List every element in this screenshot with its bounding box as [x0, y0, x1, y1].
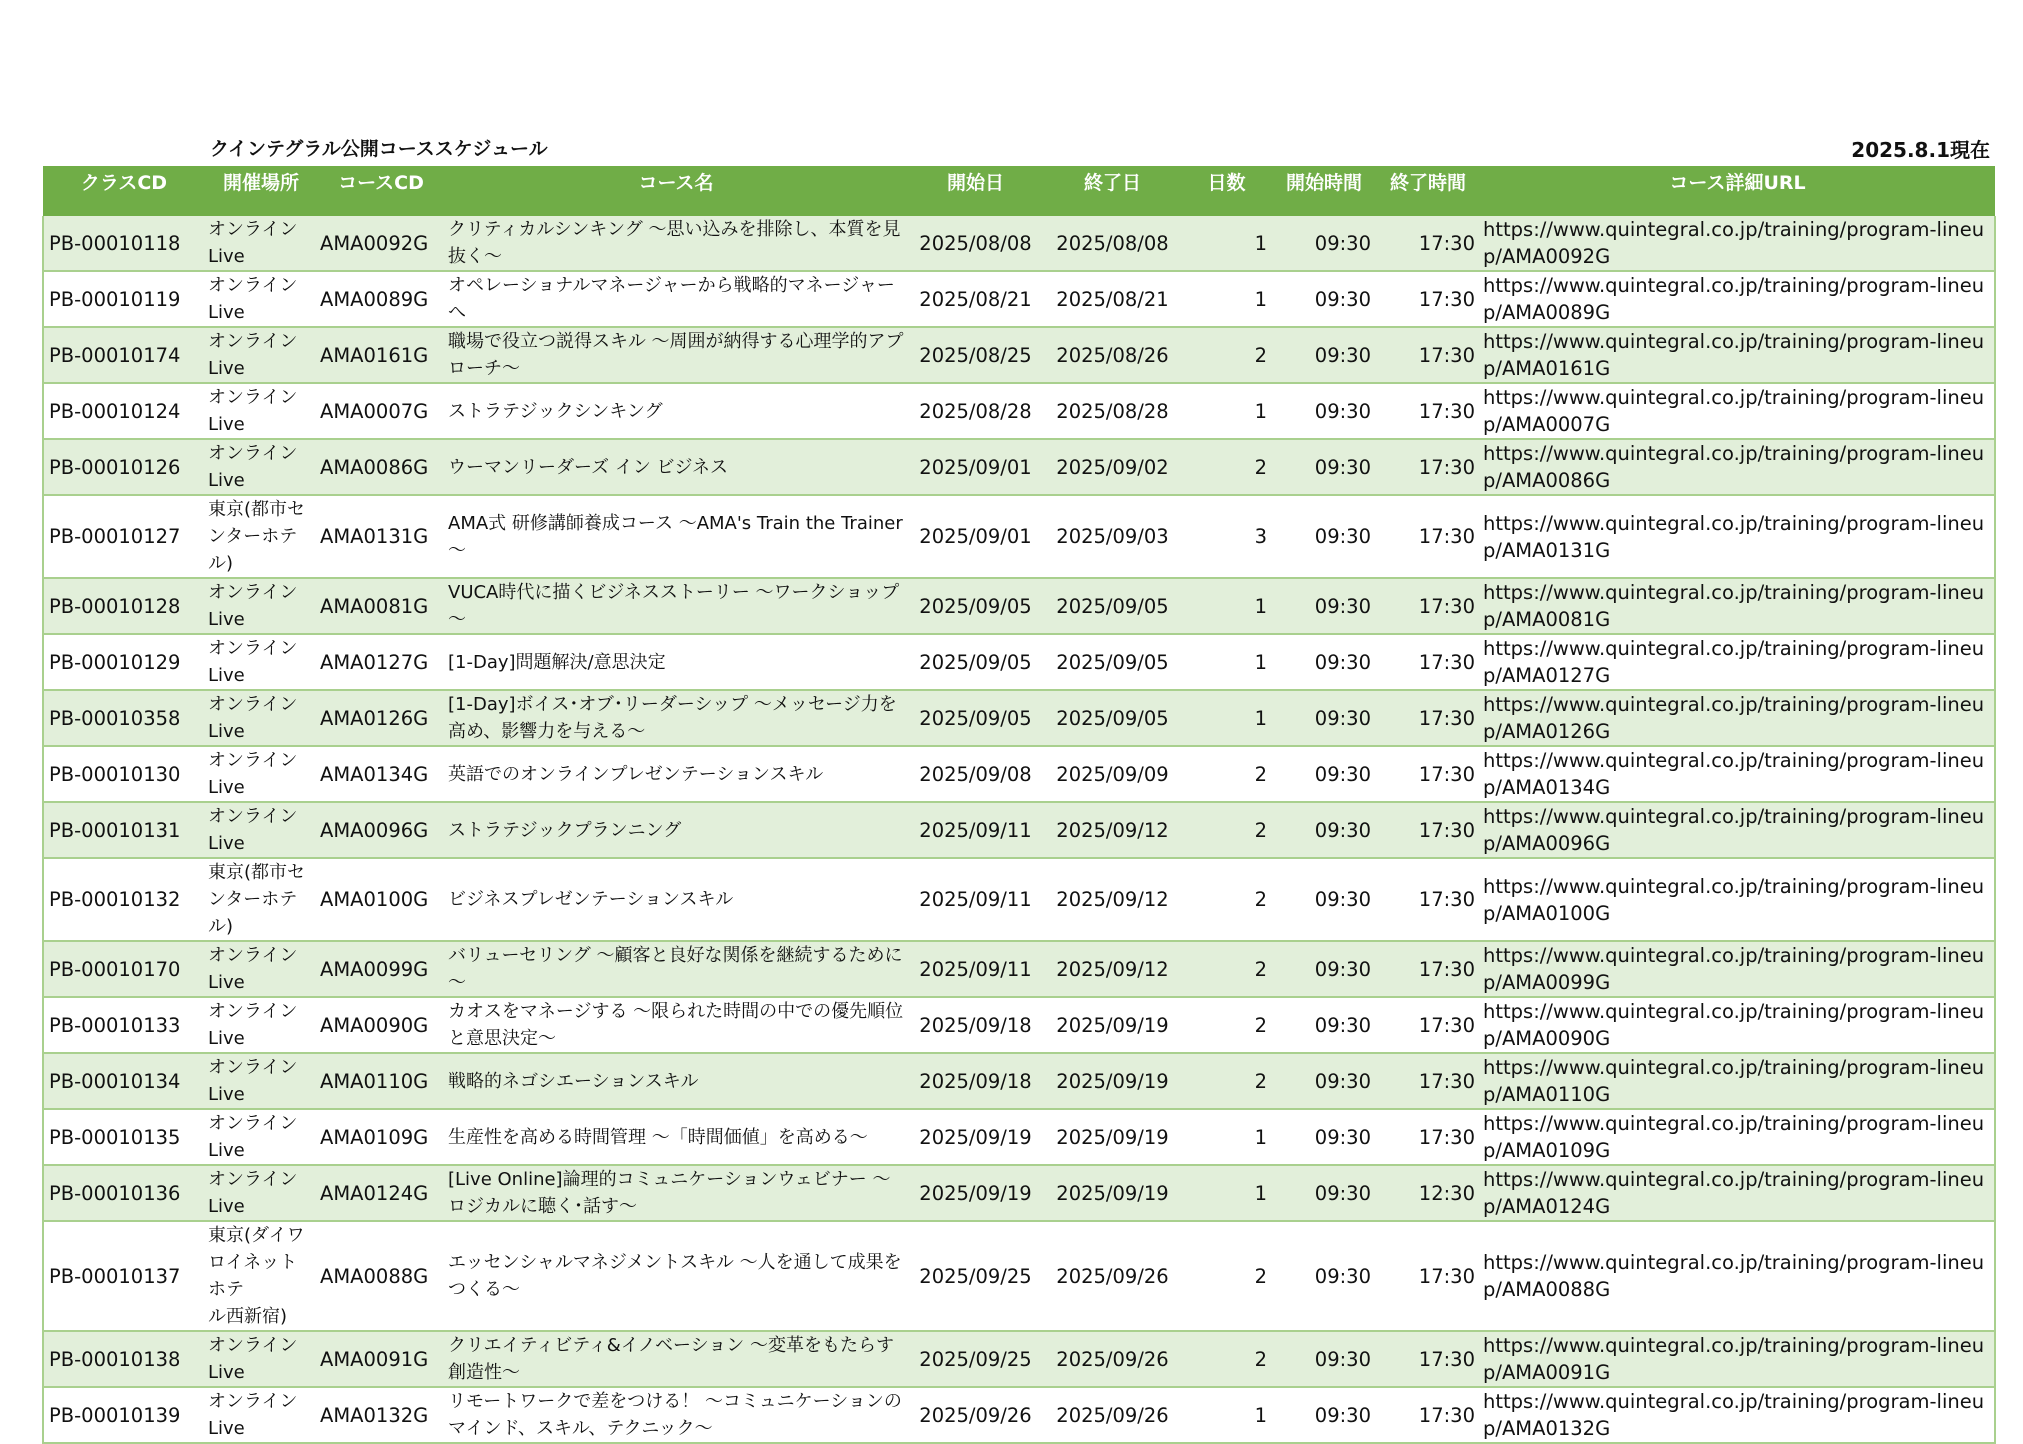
class-cd-cell: PB-00010126: [43, 439, 205, 495]
class-cd-cell: PB-00010170: [43, 941, 205, 997]
end-time-cell: 17:30: [1376, 1221, 1480, 1331]
end-date-cell: 2025/09/19: [1044, 997, 1181, 1053]
course-schedule-table: [42, 166, 1996, 1444]
course-name-cell: バリューセリング ～顧客と良好な関係を継続するために～: [445, 941, 907, 997]
course-cd-cell: AMA0089G: [317, 271, 445, 327]
end-time-cell: 17:30: [1376, 941, 1480, 997]
start-time-cell: 09:30: [1272, 271, 1376, 327]
table-row: [43, 1387, 1995, 1443]
start-time-cell: 09:30: [1272, 1387, 1376, 1443]
table-row: [43, 746, 1995, 802]
start-date-cell: 2025/09/19: [907, 1109, 1044, 1165]
end-date-cell: 2025/09/03: [1044, 495, 1181, 578]
start-date-cell: 2025/09/05: [907, 634, 1044, 690]
venue-cell: オンライン Live: [205, 1387, 317, 1443]
start-date-cell: 2025/09/19: [907, 1165, 1044, 1221]
start-time-cell: 09:30: [1272, 1109, 1376, 1165]
days-cell: 3: [1181, 495, 1272, 578]
column-header: クラスCD: [43, 166, 205, 216]
end-time-cell: 17:30: [1376, 578, 1480, 634]
class-cd-cell: PB-00010133: [43, 997, 205, 1053]
column-header: 終了日: [1044, 166, 1181, 216]
course-cd-cell: AMA0007G: [317, 383, 445, 439]
days-cell: 2: [1181, 997, 1272, 1053]
start-date-cell: 2025/09/05: [907, 578, 1044, 634]
start-date-cell: 2025/08/08: [907, 216, 1044, 271]
venue-cell: オンライン Live: [205, 327, 317, 383]
table-row: [43, 439, 1995, 495]
course-name-cell: ストラテジックプランニング: [445, 802, 907, 858]
course-name-cell: エッセンシャルマネジメントスキル ～人を通して成果をつくる～: [445, 1221, 907, 1331]
as-of-date: 2025.8.1現在: [1851, 138, 1990, 162]
venue-cell: オンライン Live: [205, 1053, 317, 1109]
start-time-cell: 09:30: [1272, 383, 1376, 439]
course-name-cell: [Live Online]論理的コミュニケーションウェビナー ～ロジカルに聴く･話す～: [445, 1165, 907, 1221]
venue-cell: オンライン Live: [205, 746, 317, 802]
end-date-cell: 2025/08/26: [1044, 327, 1181, 383]
days-cell: 2: [1181, 1331, 1272, 1387]
days-cell: 2: [1181, 858, 1272, 941]
end-date-cell: 2025/09/02: [1044, 439, 1181, 495]
course-name-cell: カオスをマネージする ～限られた時間の中での優先順位と意思決定～: [445, 997, 907, 1053]
start-date-cell: 2025/09/05: [907, 690, 1044, 746]
venue-cell: 東京(都市セ ンターホテル): [205, 495, 317, 578]
end-date-cell: 2025/08/21: [1044, 271, 1181, 327]
end-time-cell: 17:30: [1376, 383, 1480, 439]
class-cd-cell: PB-00010134: [43, 1053, 205, 1109]
column-header: 終了時間: [1376, 166, 1480, 216]
table-row: [43, 634, 1995, 690]
start-time-cell: 09:30: [1272, 858, 1376, 941]
venue-cell: オンライン Live: [205, 941, 317, 997]
course-cd-cell: AMA0096G: [317, 802, 445, 858]
end-time-cell: 17:30: [1376, 858, 1480, 941]
course-cd-cell: AMA0081G: [317, 578, 445, 634]
class-cd-cell: PB-00010138: [43, 1331, 205, 1387]
table-row: [43, 1221, 1995, 1331]
days-cell: 2: [1181, 327, 1272, 383]
table-row: [43, 802, 1995, 858]
days-cell: 1: [1181, 690, 1272, 746]
course-name-cell: 戦略的ネゴシエーションスキル: [445, 1053, 907, 1109]
course-url-link[interactable]: https://www.quintegral.co.jp/training/program-lineup/AMA0091G: [1480, 1331, 1995, 1387]
end-date-cell: 2025/09/09: [1044, 746, 1181, 802]
course-cd-cell: AMA0110G: [317, 1053, 445, 1109]
course-name-cell: AMA式 研修講師養成コース ～AMA's Train the Trainer～: [445, 495, 907, 578]
start-time-cell: 09:30: [1272, 1331, 1376, 1387]
course-name-cell: [1-Day]ボイス･オブ･リーダーシップ ～メッセージ力を高め、影響力を与える～: [445, 690, 907, 746]
class-cd-cell: PB-00010128: [43, 578, 205, 634]
venue-cell: オンライン Live: [205, 578, 317, 634]
class-cd-cell: PB-00010129: [43, 634, 205, 690]
course-url-link[interactable]: https://www.quintegral.co.jp/training/program-lineup/AMA0161G: [1480, 327, 1995, 383]
venue-cell: オンライン Live: [205, 690, 317, 746]
start-time-cell: 09:30: [1272, 802, 1376, 858]
start-time-cell: 09:30: [1272, 634, 1376, 690]
end-time-cell: 17:30: [1376, 1331, 1480, 1387]
course-cd-cell: AMA0086G: [317, 439, 445, 495]
end-time-cell: 17:30: [1376, 1109, 1480, 1165]
class-cd-cell: PB-00010137: [43, 1221, 205, 1331]
table-row: [43, 1053, 1995, 1109]
end-date-cell: 2025/09/19: [1044, 1165, 1181, 1221]
course-name-cell: ストラテジックシンキング: [445, 383, 907, 439]
course-url-link[interactable]: https://www.quintegral.co.jp/training/program-lineup/AMA0127G: [1480, 634, 1995, 690]
end-date-cell: 2025/09/26: [1044, 1387, 1181, 1443]
course-url-link[interactable]: https://www.quintegral.co.jp/training/program-lineup/AMA0124G: [1480, 1165, 1995, 1221]
venue-cell: オンライン Live: [205, 216, 317, 271]
days-cell: 1: [1181, 271, 1272, 327]
course-name-cell: 職場で役立つ説得スキル ～周囲が納得する心理学的アプローチ～: [445, 327, 907, 383]
column-header: 開催場所: [205, 166, 317, 216]
course-url-link[interactable]: https://www.quintegral.co.jp/training/program-lineup/AMA0092G: [1480, 216, 1995, 271]
start-date-cell: 2025/09/25: [907, 1221, 1044, 1331]
days-cell: 1: [1181, 1387, 1272, 1443]
class-cd-cell: PB-00010119: [43, 271, 205, 327]
column-header: 開始日: [907, 166, 1044, 216]
start-time-cell: 09:30: [1272, 327, 1376, 383]
column-header: コース名: [445, 166, 907, 216]
table-row: [43, 858, 1995, 941]
class-cd-cell: PB-00010136: [43, 1165, 205, 1221]
course-url-link[interactable]: https://www.quintegral.co.jp/training/program-lineup/AMA0132G: [1480, 1387, 1995, 1443]
start-time-cell: 09:30: [1272, 439, 1376, 495]
days-cell: 2: [1181, 802, 1272, 858]
start-date-cell: 2025/09/01: [907, 439, 1044, 495]
venue-cell: オンライン Live: [205, 1331, 317, 1387]
document-title: クインテグラル公開コーススケジュール: [210, 138, 548, 160]
course-url-link[interactable]: https://www.quintegral.co.jp/training/program-lineup/AMA0089G: [1480, 271, 1995, 327]
end-time-cell: 17:30: [1376, 439, 1480, 495]
course-cd-cell: AMA0134G: [317, 746, 445, 802]
class-cd-cell: PB-00010135: [43, 1109, 205, 1165]
course-cd-cell: AMA0109G: [317, 1109, 445, 1165]
course-url-link[interactable]: https://www.quintegral.co.jp/training/program-lineup/AMA0134G: [1480, 746, 1995, 802]
end-time-cell: 17:30: [1376, 327, 1480, 383]
end-time-cell: 17:30: [1376, 1387, 1480, 1443]
end-time-cell: 17:30: [1376, 690, 1480, 746]
start-date-cell: 2025/09/18: [907, 1053, 1044, 1109]
end-time-cell: 17:30: [1376, 1053, 1480, 1109]
start-date-cell: 2025/09/11: [907, 802, 1044, 858]
start-date-cell: 2025/09/26: [907, 1387, 1044, 1443]
start-time-cell: 09:30: [1272, 1053, 1376, 1109]
header-row: [43, 166, 1995, 216]
table-row: [43, 327, 1995, 383]
days-cell: 1: [1181, 1109, 1272, 1165]
venue-cell: 東京(ダイワ ロイネットホテ ル西新宿): [205, 1221, 317, 1331]
days-cell: 2: [1181, 439, 1272, 495]
class-cd-cell: PB-00010118: [43, 216, 205, 271]
course-name-cell: ウーマンリーダーズ イン ビジネス: [445, 439, 907, 495]
days-cell: 1: [1181, 578, 1272, 634]
start-date-cell: 2025/09/11: [907, 858, 1044, 941]
start-date-cell: 2025/09/25: [907, 1331, 1044, 1387]
class-cd-cell: PB-00010139: [43, 1387, 205, 1443]
course-url-link[interactable]: https://www.quintegral.co.jp/training/program-lineup/AMA0131G: [1480, 495, 1995, 578]
course-name-cell: オペレーショナルマネージャーから戦略的マネージャーへ: [445, 271, 907, 327]
course-url-link[interactable]: https://www.quintegral.co.jp/training/program-lineup/AMA0088G: [1480, 1221, 1995, 1331]
table-row: [43, 690, 1995, 746]
start-time-cell: 09:30: [1272, 997, 1376, 1053]
end-date-cell: 2025/09/12: [1044, 941, 1181, 997]
course-name-cell: クリエイティビティ&イノベーション ～変革をもたらす創造性～: [445, 1331, 907, 1387]
start-time-cell: 09:30: [1272, 495, 1376, 578]
table-row: [43, 383, 1995, 439]
column-header: コースCD: [317, 166, 445, 216]
start-time-cell: 09:30: [1272, 1165, 1376, 1221]
start-date-cell: 2025/09/18: [907, 997, 1044, 1053]
course-cd-cell: AMA0132G: [317, 1387, 445, 1443]
end-date-cell: 2025/09/26: [1044, 1331, 1181, 1387]
course-cd-cell: AMA0124G: [317, 1165, 445, 1221]
class-cd-cell: PB-00010132: [43, 858, 205, 941]
start-time-cell: 09:30: [1272, 578, 1376, 634]
schedule-body: [43, 216, 1995, 1443]
venue-cell: オンライン Live: [205, 802, 317, 858]
end-time-cell: 17:30: [1376, 997, 1480, 1053]
course-url-link[interactable]: https://www.quintegral.co.jp/training/program-lineup/AMA0110G: [1480, 1053, 1995, 1109]
table-row: [43, 578, 1995, 634]
course-name-cell: 生産性を高める時間管理 ～「時間価値」を高める～: [445, 1109, 907, 1165]
class-cd-cell: PB-00010124: [43, 383, 205, 439]
course-cd-cell: AMA0126G: [317, 690, 445, 746]
days-cell: 1: [1181, 383, 1272, 439]
days-cell: 1: [1181, 1165, 1272, 1221]
course-cd-cell: AMA0127G: [317, 634, 445, 690]
end-time-cell: 12:30: [1376, 1165, 1480, 1221]
course-cd-cell: AMA0161G: [317, 327, 445, 383]
end-date-cell: 2025/09/19: [1044, 1109, 1181, 1165]
column-header: コース詳細URL: [1480, 166, 1995, 216]
table-row: [43, 1109, 1995, 1165]
days-cell: 2: [1181, 1221, 1272, 1331]
table-row: [43, 216, 1995, 271]
course-name-cell: [1-Day]問題解決/意思決定: [445, 634, 907, 690]
course-url-link[interactable]: https://www.quintegral.co.jp/training/program-lineup/AMA0109G: [1480, 1109, 1995, 1165]
column-header: 日数: [1181, 166, 1272, 216]
course-cd-cell: AMA0091G: [317, 1331, 445, 1387]
end-date-cell: 2025/09/05: [1044, 634, 1181, 690]
table-row: [43, 495, 1995, 578]
end-time-cell: 17:30: [1376, 746, 1480, 802]
days-cell: 2: [1181, 941, 1272, 997]
start-date-cell: 2025/09/08: [907, 746, 1044, 802]
end-date-cell: 2025/09/19: [1044, 1053, 1181, 1109]
end-date-cell: 2025/09/05: [1044, 578, 1181, 634]
course-url-link[interactable]: https://www.quintegral.co.jp/training/program-lineup/AMA0100G: [1480, 858, 1995, 941]
class-cd-cell: PB-00010358: [43, 690, 205, 746]
end-time-cell: 17:30: [1376, 216, 1480, 271]
venue-cell: オンライン Live: [205, 439, 317, 495]
end-time-cell: 17:30: [1376, 802, 1480, 858]
course-name-cell: ビジネスプレゼンテーションスキル: [445, 858, 907, 941]
start-date-cell: 2025/08/25: [907, 327, 1044, 383]
course-cd-cell: AMA0092G: [317, 216, 445, 271]
start-date-cell: 2025/08/21: [907, 271, 1044, 327]
table-row: [43, 1331, 1995, 1387]
venue-cell: オンライン Live: [205, 271, 317, 327]
table-row: [43, 271, 1995, 327]
venue-cell: 東京(都市セ ンターホテル): [205, 858, 317, 941]
end-date-cell: 2025/09/12: [1044, 858, 1181, 941]
course-cd-cell: AMA0100G: [317, 858, 445, 941]
course-url-link[interactable]: https://www.quintegral.co.jp/training/program-lineup/AMA0090G: [1480, 997, 1995, 1053]
start-time-cell: 09:30: [1272, 746, 1376, 802]
class-cd-cell: PB-00010130: [43, 746, 205, 802]
start-date-cell: 2025/08/28: [907, 383, 1044, 439]
course-cd-cell: AMA0099G: [317, 941, 445, 997]
course-cd-cell: AMA0131G: [317, 495, 445, 578]
column-header: 開始時間: [1272, 166, 1376, 216]
venue-cell: オンライン Live: [205, 1165, 317, 1221]
course-cd-cell: AMA0090G: [317, 997, 445, 1053]
class-cd-cell: PB-00010131: [43, 802, 205, 858]
venue-cell: オンライン Live: [205, 634, 317, 690]
start-time-cell: 09:30: [1272, 690, 1376, 746]
table-row: [43, 997, 1995, 1053]
venue-cell: オンライン Live: [205, 997, 317, 1053]
course-url-link[interactable]: https://www.quintegral.co.jp/training/program-lineup/AMA0126G: [1480, 690, 1995, 746]
days-cell: 1: [1181, 634, 1272, 690]
start-date-cell: 2025/09/11: [907, 941, 1044, 997]
start-date-cell: 2025/09/01: [907, 495, 1044, 578]
end-time-cell: 17:30: [1376, 634, 1480, 690]
start-time-cell: 09:30: [1272, 941, 1376, 997]
end-date-cell: 2025/09/26: [1044, 1221, 1181, 1331]
end-date-cell: 2025/08/08: [1044, 216, 1181, 271]
end-date-cell: 2025/09/12: [1044, 802, 1181, 858]
class-cd-cell: PB-00010127: [43, 495, 205, 578]
course-url-link[interactable]: https://www.quintegral.co.jp/training/program-lineup/AMA0086G: [1480, 439, 1995, 495]
start-time-cell: 09:30: [1272, 216, 1376, 271]
days-cell: 2: [1181, 1053, 1272, 1109]
venue-cell: オンライン Live: [205, 383, 317, 439]
course-name-cell: リモートワークで差をつける！ ～コミュニケーションのマインド、スキル、テクニック～: [445, 1387, 907, 1443]
course-name-cell: クリティカルシンキング ～思い込みを排除し、本質を見抜く～: [445, 216, 907, 271]
course-url-link[interactable]: https://www.quintegral.co.jp/training/program-lineup/AMA0096G: [1480, 802, 1995, 858]
course-cd-cell: AMA0088G: [317, 1221, 445, 1331]
end-date-cell: 2025/09/05: [1044, 690, 1181, 746]
course-name-cell: VUCA時代に描くビジネスストーリー ～ワークショップ～: [445, 578, 907, 634]
days-cell: 2: [1181, 746, 1272, 802]
start-time-cell: 09:30: [1272, 1221, 1376, 1331]
class-cd-cell: PB-00010174: [43, 327, 205, 383]
end-time-cell: 17:30: [1376, 271, 1480, 327]
end-date-cell: 2025/08/28: [1044, 383, 1181, 439]
course-url-link[interactable]: https://www.quintegral.co.jp/training/program-lineup/AMA0099G: [1480, 941, 1995, 997]
table-row: [43, 1165, 1995, 1221]
venue-cell: オンライン Live: [205, 1109, 317, 1165]
days-cell: 1: [1181, 216, 1272, 271]
course-url-link[interactable]: https://www.quintegral.co.jp/training/program-lineup/AMA0081G: [1480, 578, 1995, 634]
course-url-link[interactable]: https://www.quintegral.co.jp/training/program-lineup/AMA0007G: [1480, 383, 1995, 439]
course-name-cell: 英語でのオンラインプレゼンテーションスキル: [445, 746, 907, 802]
end-time-cell: 17:30: [1376, 495, 1480, 578]
table-row: [43, 941, 1995, 997]
